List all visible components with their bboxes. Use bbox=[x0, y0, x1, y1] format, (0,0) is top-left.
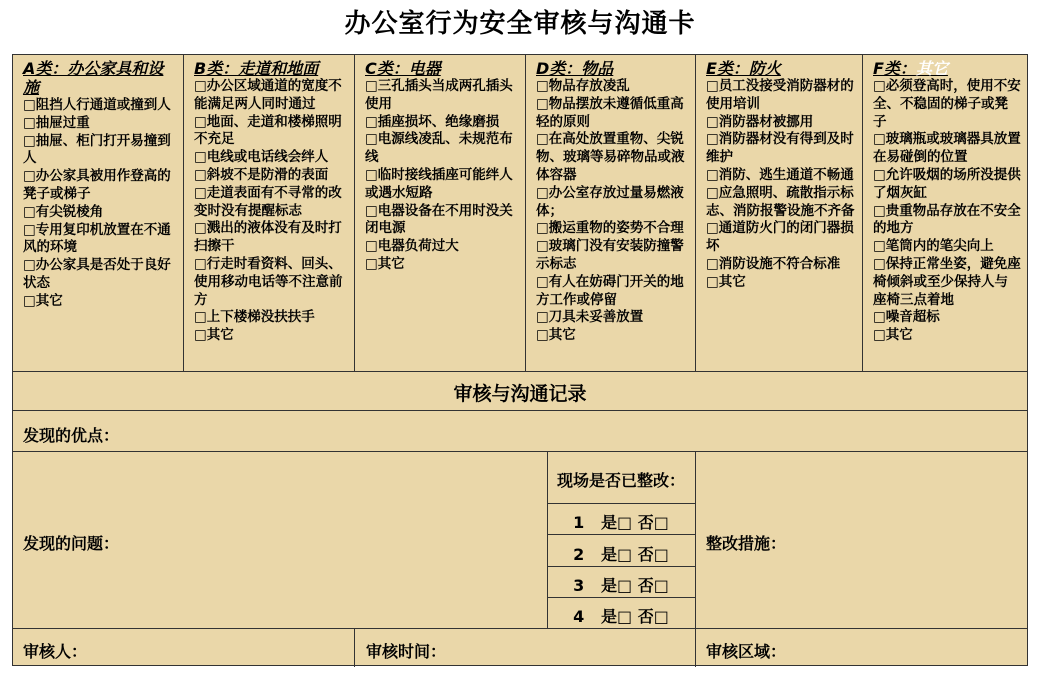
rectified-row-3 bbox=[547, 573, 695, 596]
audit-card bbox=[12, 54, 1028, 666]
checklist-item[interactable]: □临时接线插座可能绊人或遇水短路 bbox=[365, 166, 513, 201]
checklist-item[interactable]: □物品存放凌乱 bbox=[536, 78, 630, 94]
checklist-item[interactable]: □阻挡人行通道或撞到人 bbox=[23, 97, 171, 113]
checklist-item[interactable]: □有尖锐棱角 bbox=[23, 203, 104, 220]
checklist-item[interactable]: □保持正常坐姿，避免座椅倾斜或至少保持人与座椅三点着地 bbox=[873, 255, 1021, 308]
page-title: 办公室行为安全审核与沟通卡 bbox=[344, 9, 696, 39]
checklist-item[interactable]: □应急照明、疏散指示标志、消防报警设施不齐备 bbox=[706, 184, 855, 219]
checklist-item[interactable]: □电器设备在不用时没关闭电源 bbox=[365, 202, 513, 237]
strengths-label: 发现的优点： bbox=[23, 426, 120, 445]
checklist-item[interactable]: □其它 bbox=[536, 327, 576, 344]
checklist-item[interactable]: □允许吸烟的场所没提供了烟灰缸 bbox=[873, 166, 1021, 201]
category-e-items bbox=[706, 78, 856, 292]
measures-label: 整改措施： bbox=[706, 534, 787, 553]
row-divider bbox=[547, 534, 695, 535]
rectified-row-4 bbox=[547, 604, 695, 627]
checklist-item[interactable]: □其它 bbox=[706, 273, 746, 290]
auditor-label: 审核人： bbox=[23, 642, 88, 661]
row-divider bbox=[13, 628, 1027, 629]
record-section-title: 审核与沟通记录 bbox=[453, 383, 587, 405]
checklist-item[interactable]: □走道表面有不寻常的改变时没有提醒标志 bbox=[194, 184, 342, 219]
checklist-item[interactable]: □行走时看资料、回头、使用移动电话等不注意前方 bbox=[194, 255, 343, 308]
checklist-item[interactable]: □在高处放置重物、尖锐物、玻璃等易碎物品或液体容器 bbox=[536, 131, 685, 183]
checklist-item[interactable]: □消防器材没有得到及时维护 bbox=[706, 131, 854, 166]
yes-no-checkbox[interactable]: 是□ 否□ bbox=[601, 607, 669, 626]
row-number: 2 bbox=[573, 545, 585, 564]
audit-time-label: 审核时间： bbox=[366, 642, 447, 661]
row-divider bbox=[547, 566, 695, 567]
yes-no-checkbox[interactable]: 是□ 否□ bbox=[601, 576, 669, 595]
checklist-item[interactable]: □办公室存放过量易燃液体； bbox=[536, 184, 684, 219]
row-divider bbox=[547, 503, 695, 504]
checklist-item[interactable]: □其它 bbox=[873, 327, 913, 344]
checklist-item[interactable]: □消防器材被挪用 bbox=[706, 113, 814, 130]
category-a bbox=[13, 59, 183, 311]
checklist-item[interactable]: □其它 bbox=[194, 327, 234, 344]
category-b bbox=[184, 59, 354, 345]
checklist-item[interactable]: □办公家具被用作登高的凳子或梯子 bbox=[23, 168, 171, 202]
rectified-row-1 bbox=[547, 510, 695, 533]
checklist-item[interactable]: □消防设施不符合标准 bbox=[706, 255, 841, 272]
category-c-heading: C类：电器 bbox=[365, 59, 441, 78]
category-e bbox=[696, 59, 862, 292]
checklist-item[interactable]: □抽屉、柜门打开易撞到人 bbox=[23, 132, 171, 167]
category-b-heading: B类：走道和地面 bbox=[194, 59, 319, 78]
row-number: 3 bbox=[573, 576, 585, 595]
category-a-heading: A类：办公家具和设施 bbox=[23, 59, 164, 97]
checklist-item[interactable]: □玻璃门没有安装防撞警示标志 bbox=[536, 238, 684, 272]
checklist-item[interactable]: □其它 bbox=[23, 292, 63, 309]
category-c bbox=[355, 59, 525, 274]
category-f-heading-name: 其它 bbox=[915, 59, 948, 78]
checklist-item[interactable]: □笔筒内的笔尖向上 bbox=[873, 238, 994, 255]
col-divider bbox=[354, 628, 355, 667]
checklist-item[interactable]: □上下楼梯没扶扶手 bbox=[194, 309, 315, 326]
checklist-item[interactable]: □刀具未妥善放置 bbox=[536, 309, 644, 326]
category-d bbox=[526, 59, 695, 345]
category-a-items bbox=[23, 97, 177, 311]
category-c-items bbox=[365, 78, 519, 274]
rectified-label: 现场是否已整改： bbox=[557, 471, 686, 490]
rectified-row-2 bbox=[547, 542, 695, 565]
row-divider bbox=[13, 371, 1027, 372]
col-divider bbox=[695, 451, 696, 667]
row-divider bbox=[13, 451, 1027, 452]
checklist-item[interactable]: □电器负荷过大 bbox=[365, 238, 459, 255]
yes-no-checkbox[interactable]: 是□ 否□ bbox=[601, 513, 669, 532]
checklist-item[interactable]: □有人在妨碍门开关的地方工作或停留 bbox=[536, 273, 684, 308]
category-d-items bbox=[536, 78, 689, 345]
category-e-heading: E类：防火 bbox=[706, 59, 781, 78]
row-divider bbox=[547, 597, 695, 598]
checklist-item[interactable]: □噪音超标 bbox=[873, 309, 940, 326]
checklist-item[interactable]: □物品摆放未遵循低重高轻的原则 bbox=[536, 95, 684, 130]
checklist-item[interactable]: □斜坡不是防滑的表面 bbox=[194, 166, 329, 183]
checklist-item[interactable]: □办公家具是否处于良好状态 bbox=[23, 257, 171, 291]
checklist-item[interactable]: □其它 bbox=[365, 255, 405, 272]
checklist-item[interactable]: □溅出的液体没有及时打扫擦干 bbox=[194, 220, 342, 255]
checklist-item[interactable]: □必须登高时，使用不安全、不稳固的梯子或凳子 bbox=[873, 78, 1021, 130]
checklist-item[interactable]: □专用复印机放置在不通风的环境 bbox=[23, 221, 171, 256]
problems-label: 发现的问题： bbox=[23, 534, 120, 553]
checklist-item[interactable]: □电线或电话线会绊人 bbox=[194, 149, 329, 166]
yes-no-checkbox[interactable]: 是□ 否□ bbox=[601, 545, 669, 564]
checklist-item[interactable]: □电源线凌乱、未规范布线 bbox=[365, 131, 513, 166]
row-number: 4 bbox=[573, 607, 585, 626]
checklist-item[interactable]: □三孔插头当成两孔插头使用 bbox=[365, 78, 513, 112]
category-f-items bbox=[873, 78, 1021, 345]
category-f-heading-prefix: F类： bbox=[873, 59, 916, 78]
checklist-item[interactable]: □消防、逃生通道不畅通 bbox=[706, 166, 854, 183]
checklist-item[interactable]: □贵重物品存放在不安全的地方 bbox=[873, 202, 1021, 237]
category-f-heading bbox=[873, 59, 1021, 78]
row-number: 1 bbox=[573, 513, 585, 532]
checklist-item[interactable]: □抽屉过重 bbox=[23, 114, 90, 131]
category-b-items bbox=[194, 78, 348, 345]
checklist-item[interactable]: □地面、走道和楼梯照明不充足 bbox=[194, 113, 342, 148]
checklist-item[interactable]: □玻璃瓶或玻璃器具放置在易碰倒的位置 bbox=[873, 131, 1021, 166]
checklist-item[interactable]: □搬运重物的姿势不合理 bbox=[536, 220, 684, 237]
checklist-item[interactable]: □插座损坏、绝缘磨损 bbox=[365, 113, 500, 130]
category-f bbox=[863, 59, 1027, 345]
row-divider bbox=[13, 410, 1027, 411]
col-divider bbox=[547, 451, 548, 628]
checklist-item[interactable]: □办公区域通道的宽度不能满足两人同时通过 bbox=[194, 78, 342, 112]
category-d-heading: D类：物品 bbox=[536, 59, 614, 78]
checklist-item[interactable]: □通道防火门的闭门器损坏 bbox=[706, 220, 854, 255]
audit-area-label: 审核区域： bbox=[706, 642, 787, 661]
checklist-item[interactable]: □员工没接受消防器材的使用培训 bbox=[706, 78, 854, 112]
